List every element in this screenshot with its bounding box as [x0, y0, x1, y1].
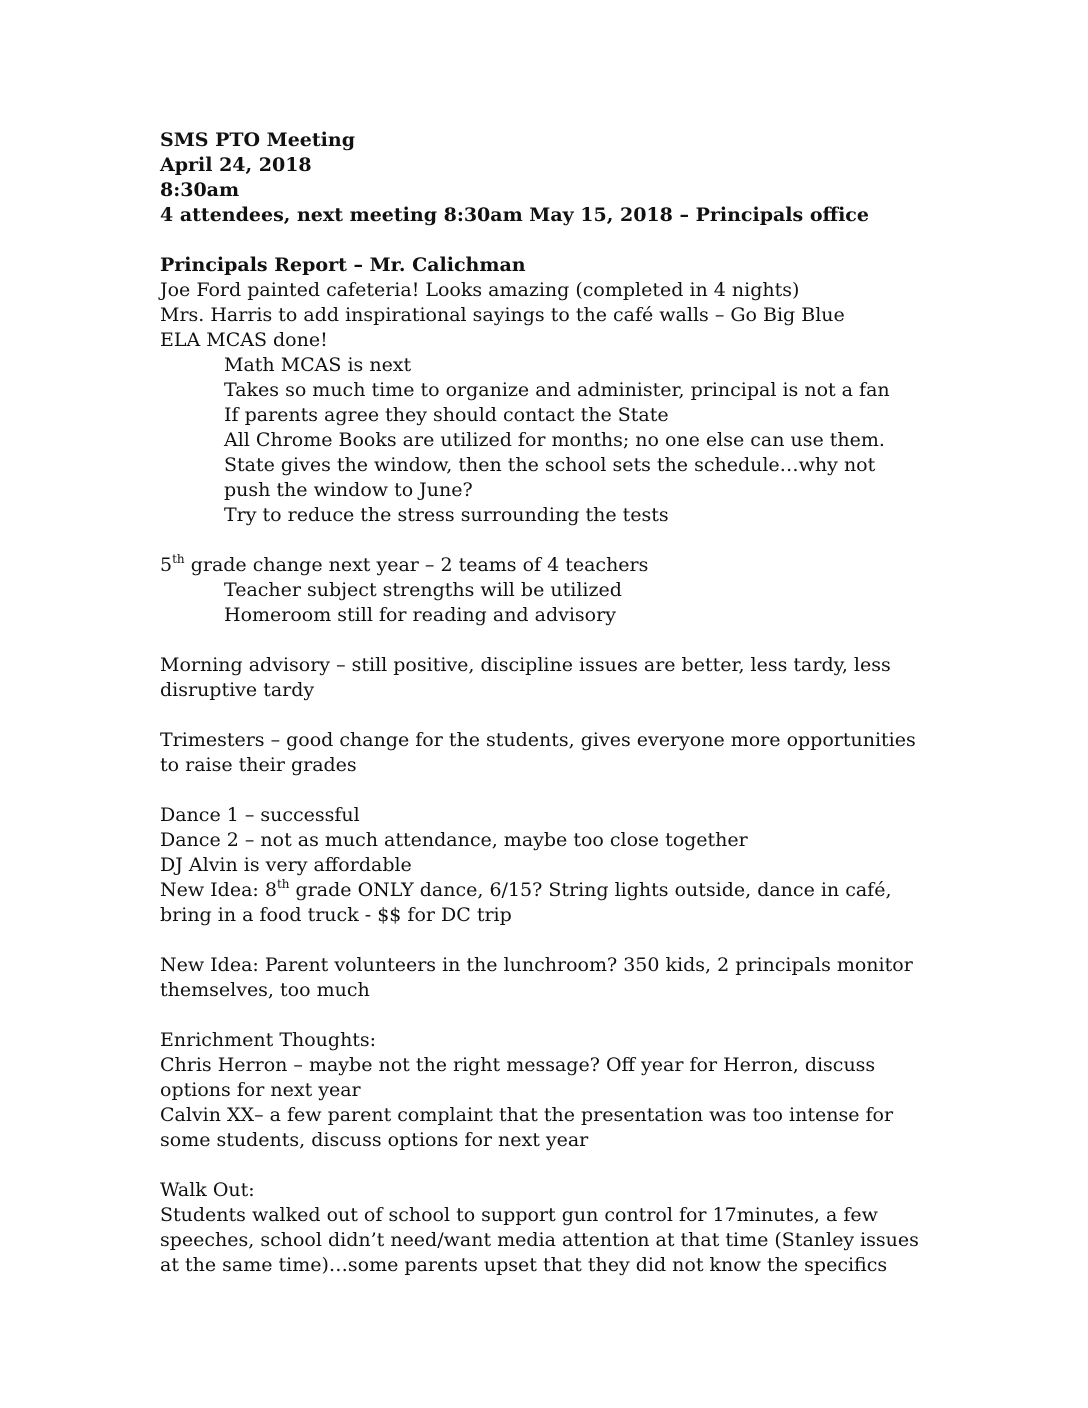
report-line: Mrs. Harris to add inspirational sayings to the café walls – Go Big Blue: [160, 304, 845, 326]
fifth-grade-ordinal: th: [172, 552, 185, 566]
spacer: [160, 1003, 940, 1028]
dance-2-line: Dance 2 – not as much attendance, maybe too close together: [160, 829, 748, 851]
spacer: [160, 928, 940, 953]
meeting-minutes: [160, 128, 940, 1278]
report-line: Joe Ford painted cafeteria! Looks amazing (completed in 4 nights): [160, 279, 800, 301]
report-line: ELA MCAS done!: [160, 329, 328, 351]
trimesters-paragraph: Trimesters – good change for the students, gives everyone more opportunities to raise their grades: [160, 729, 916, 776]
mcas-point: Math MCAS is next: [224, 354, 412, 376]
spacer: [160, 528, 940, 553]
dance-1-line: Dance 1 – successful: [160, 804, 360, 826]
meeting-title: SMS PTO Meeting: [160, 129, 355, 151]
mcas-point: Try to reduce the stress surrounding the tests: [224, 504, 669, 526]
idea-prefix: New Idea: 8: [160, 879, 277, 901]
mcas-point: All Chrome Books are utilized for months; no one else can use them.: [224, 429, 885, 451]
mcas-point: State gives the window, then the school sets the schedule…why not push the window to June?: [224, 454, 876, 501]
spacer: [160, 778, 940, 803]
fifth-grade-point: Homeroom still for reading and advisory: [224, 604, 616, 626]
eighth-grade-dance-idea: [160, 878, 940, 928]
walkout-heading: Walk Out:: [160, 1179, 255, 1201]
spacer: [160, 703, 940, 728]
spacer: [160, 228, 940, 253]
fifth-grade-text: grade change next year – 2 teams of 4 teachers: [184, 554, 649, 576]
idea-ordinal: th: [276, 877, 290, 891]
enrichment-heading: Enrichment Thoughts:: [160, 1029, 377, 1051]
idea-text: grade ONLY dance, 6/15? String lights outside, dance in café, bring in a food truck - $$ for DC trip: [160, 879, 892, 926]
attendance-line: 4 attendees, next meeting 8:30am May 15, 2018 – Principals office: [160, 204, 869, 226]
mcas-point: Takes so much time to organize and administer, principal is not a fan: [224, 379, 890, 401]
morning-advisory-paragraph: Morning advisory – still positive, discipline issues are better, less tardy, less disruptive tardy: [160, 654, 891, 701]
lunchroom-idea: New Idea: Parent volunteers in the lunchroom? 350 kids, 2 principals monitor themselves, too much: [160, 954, 913, 1001]
walkout-paragraph: Students walked out of school to support gun control for 17minutes, a few speeches, school didn’t need/want media attention at that time (Stanley issues at the same time)…some parents upset that they did not know the specifics: [160, 1204, 919, 1276]
meeting-date: April 24, 2018: [160, 154, 312, 176]
enrichment-herron: Chris Herron – maybe not the right message? Off year for Herron, discuss options for next year: [160, 1054, 876, 1101]
principals-report-heading: Principals Report – Mr. Calichman: [160, 254, 526, 276]
enrichment-calvin: Calvin XX– a few parent complaint that the presentation was too intense for some students, discuss options for next year: [160, 1104, 894, 1151]
fifth-grade-number: 5: [160, 554, 173, 576]
mcas-point: If parents agree they should contact the State: [224, 404, 669, 426]
fifth-grade-point: Teacher subject strengths will be utilized: [224, 579, 622, 601]
spacer: [160, 628, 940, 653]
dj-line: DJ Alvin is very affordable: [160, 854, 412, 876]
spacer: [160, 1153, 940, 1178]
fifth-grade-line: [160, 553, 940, 578]
meeting-time: 8:30am: [160, 179, 240, 201]
